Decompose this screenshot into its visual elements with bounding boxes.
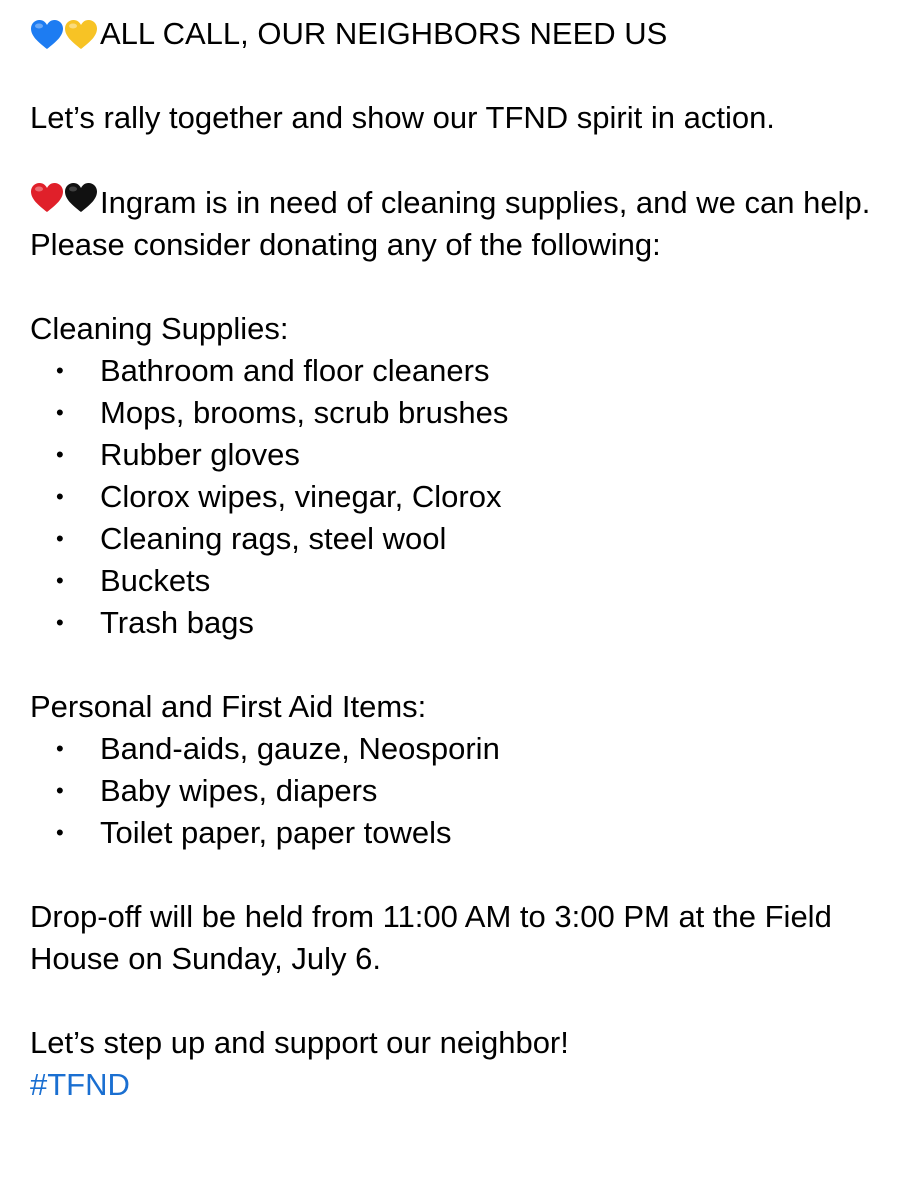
spacer — [30, 55, 892, 97]
cleaning-supplies-list — [30, 350, 892, 644]
dropoff-paragraph: Drop-off will be held from 11:00 AM to 3:00 PM at the Field House on Sunday, July 6. — [30, 899, 832, 976]
bullet-icon: • — [56, 526, 64, 551]
list-item-text: Clorox wipes, vinegar, Clorox — [100, 479, 502, 514]
list-item — [30, 392, 892, 434]
list-item — [30, 350, 892, 392]
yellow-heart-icon — [64, 19, 98, 51]
list-item-text: Trash bags — [100, 605, 254, 640]
closing-line: Let’s step up and support our neighbor! — [30, 1025, 569, 1060]
personal-section-title: Personal and First Aid Items: — [30, 689, 427, 724]
need-text: Ingram is in need of cleaning supplies, and we can help. Please consider donating any of the following: — [30, 185, 871, 262]
list-item — [30, 560, 892, 602]
bullet-icon: • — [56, 736, 64, 761]
list-item — [30, 518, 892, 560]
list-item-text: Cleaning rags, steel wool — [100, 521, 447, 556]
bullet-icon: • — [56, 568, 64, 593]
post-heading — [30, 13, 892, 55]
list-item-text: Band-aids, gauze, Neosporin — [100, 731, 500, 766]
list-item — [30, 812, 892, 854]
list-item — [30, 728, 892, 770]
list-item — [30, 476, 892, 518]
need-hearts — [30, 182, 98, 214]
list-item — [30, 434, 892, 476]
need-paragraph — [30, 181, 892, 266]
hashtag-text[interactable]: #TFND — [30, 1067, 130, 1102]
spacer — [30, 139, 892, 181]
intro-paragraph: Let’s rally together and show our TFND spirit in action. — [30, 100, 775, 135]
bullet-icon: • — [56, 820, 64, 845]
list-item-text: Mops, brooms, scrub brushes — [100, 395, 509, 430]
bullet-icon: • — [56, 358, 64, 383]
black-heart-icon — [64, 182, 98, 214]
spacer — [30, 644, 892, 686]
blue-heart-icon — [30, 19, 64, 51]
list-item-text: Buckets — [100, 563, 211, 598]
spacer — [30, 854, 892, 896]
heading-hearts — [30, 19, 98, 51]
list-item — [30, 770, 892, 812]
bullet-icon: • — [56, 778, 64, 803]
list-item — [30, 602, 892, 644]
cleaning-section-title: Cleaning Supplies: — [30, 311, 289, 346]
bullet-icon: • — [56, 484, 64, 509]
bullet-icon: • — [56, 400, 64, 425]
list-item-text: Rubber gloves — [100, 437, 300, 472]
spacer — [30, 266, 892, 308]
personal-items-list — [30, 728, 892, 854]
bullet-icon: • — [56, 442, 64, 467]
red-heart-icon — [30, 182, 64, 214]
spacer — [30, 980, 892, 1022]
list-item-text: Toilet paper, paper towels — [100, 815, 452, 850]
hashtag-link[interactable] — [30, 1064, 892, 1106]
list-item-text: Baby wipes, diapers — [100, 773, 378, 808]
bullet-icon: • — [56, 610, 64, 635]
list-item-text: Bathroom and floor cleaners — [100, 353, 490, 388]
heading-text: ALL CALL, OUR NEIGHBORS NEED US — [100, 16, 668, 51]
